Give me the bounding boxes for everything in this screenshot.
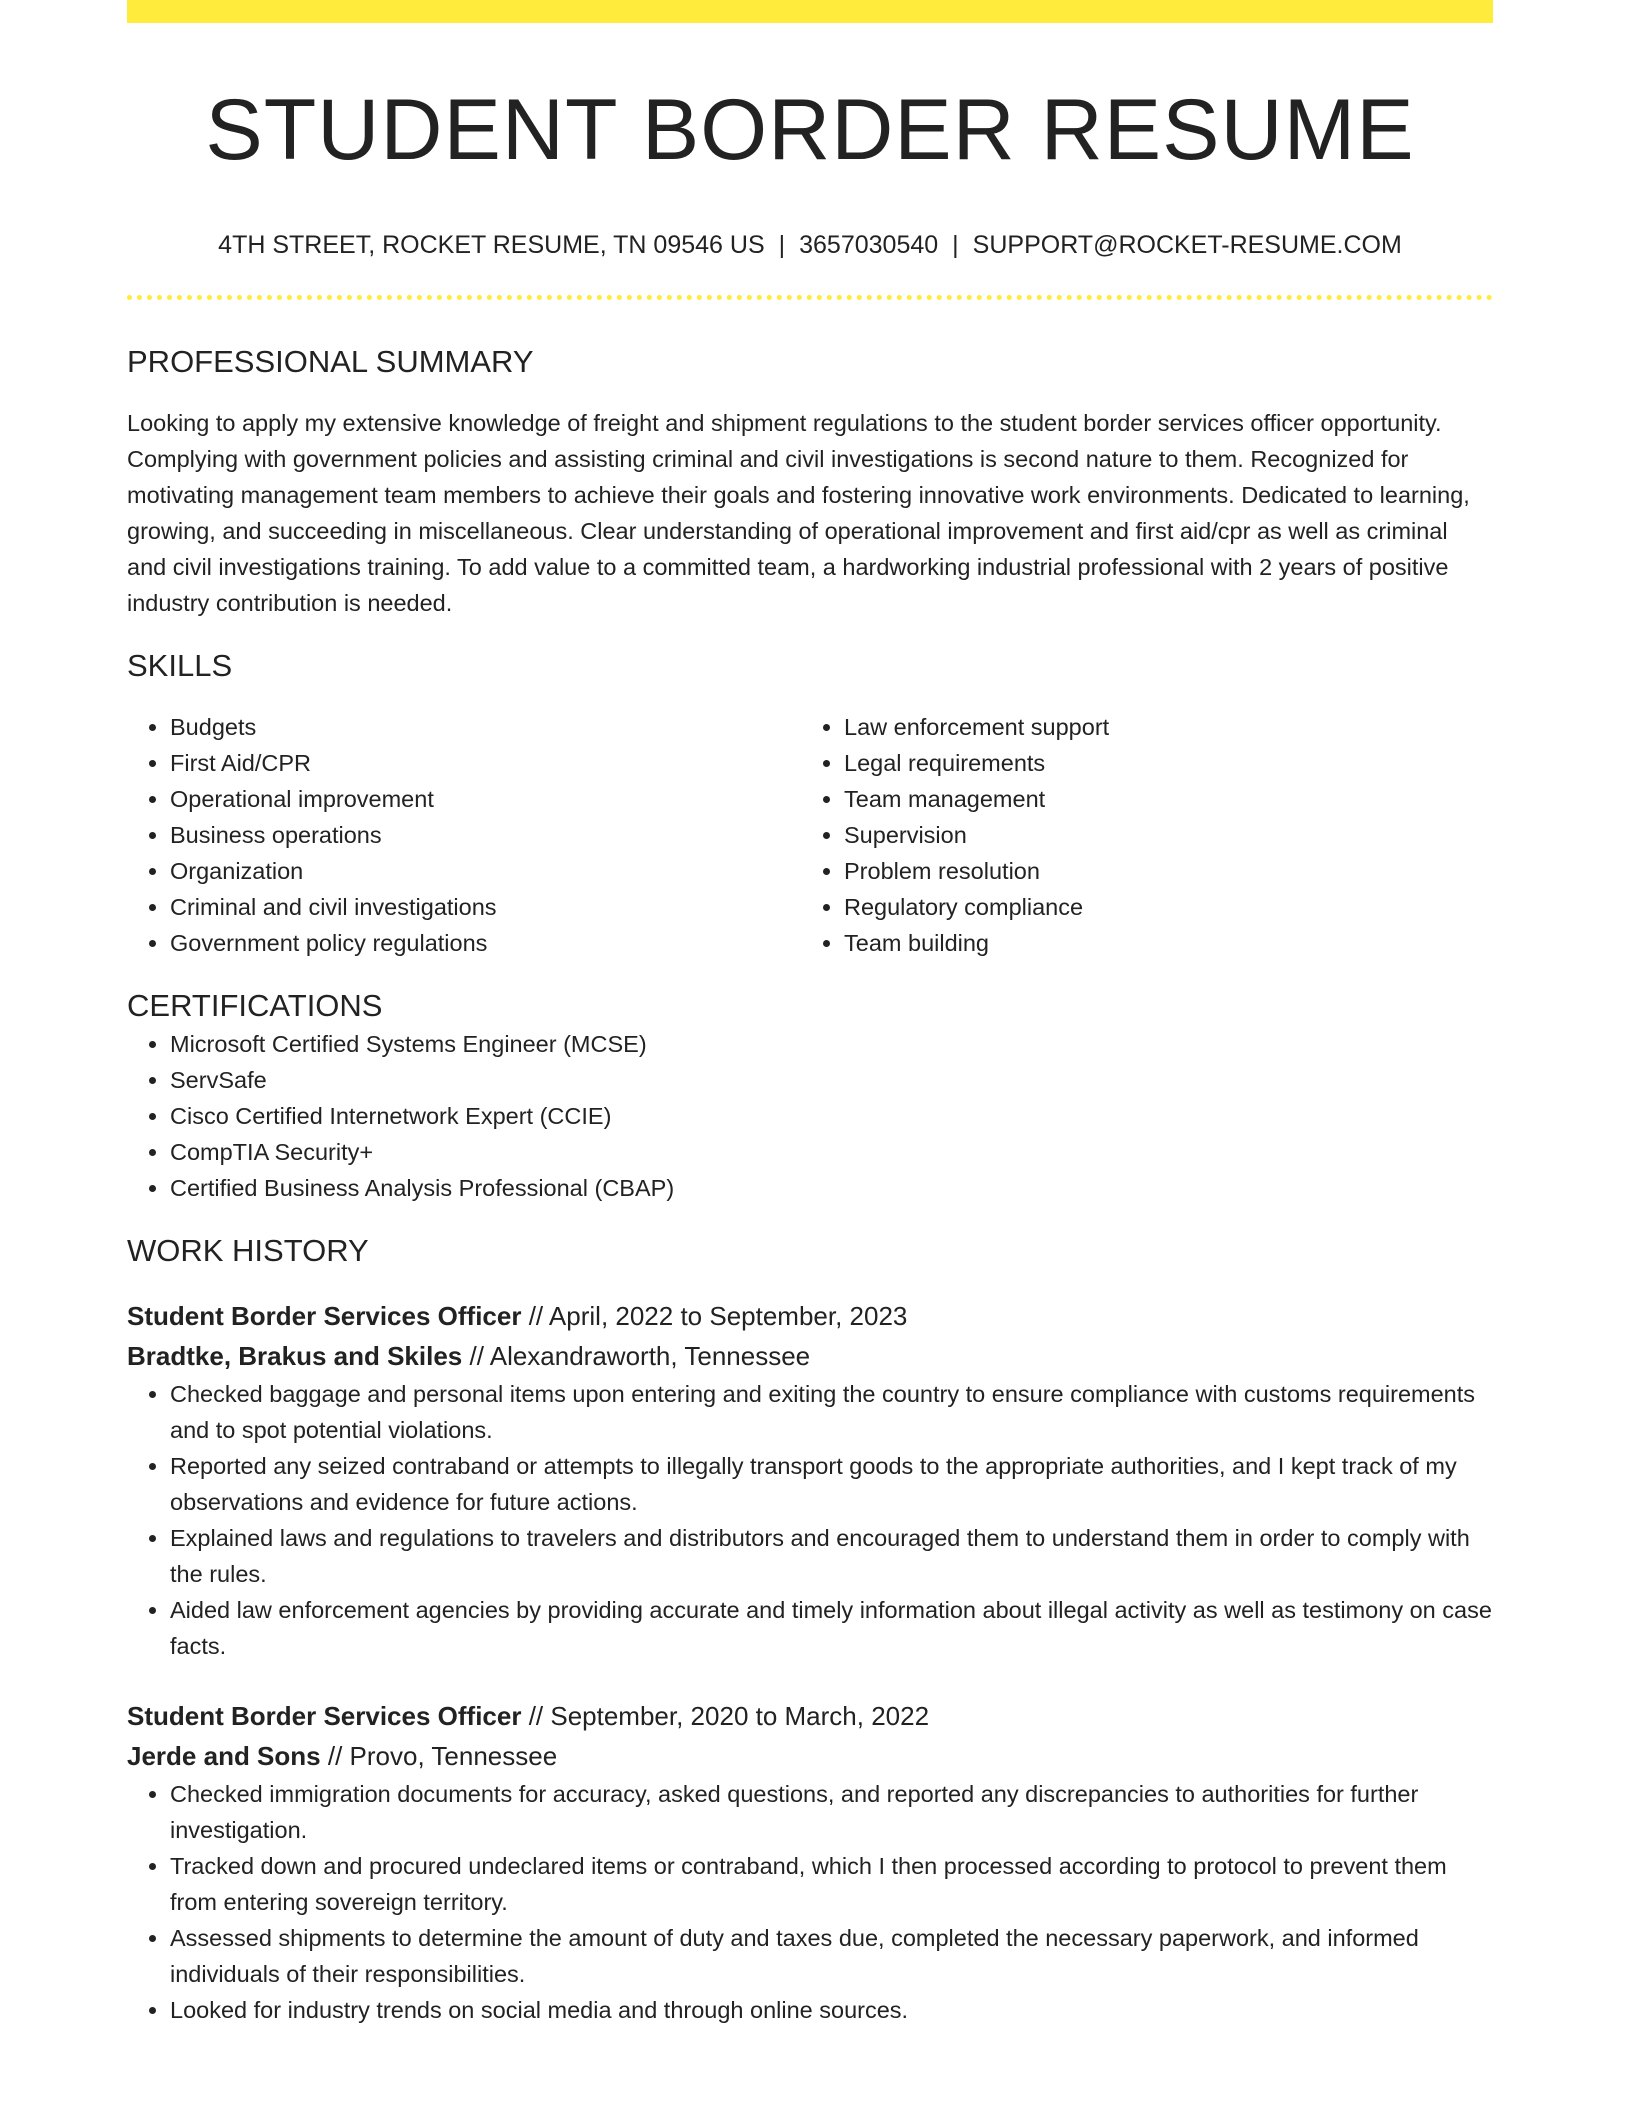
job-company-line	[127, 1336, 1493, 1376]
skill-item: • Budgets	[170, 709, 801, 745]
job-title-line	[127, 1296, 1493, 1336]
certification-item: • Microsoft Certified Systems Engineer (MCSE)	[170, 1026, 1493, 1062]
resume-content	[127, 0, 1493, 2028]
certifications-list	[127, 1026, 1493, 1206]
resume-name: STUDENT BORDER RESUME	[205, 82, 1415, 178]
contact-address: 4TH STREET, ROCKET RESUME, TN 09546 US	[218, 231, 765, 259]
skill-item: • Legal requirements	[844, 745, 1475, 781]
job-duty-item: • Checked baggage and personal items upon entering and exiting the country to ensure compliance with customs requirements and to spot potential violations.	[170, 1376, 1493, 1448]
skill-item: • Government policy regulations	[170, 925, 801, 961]
contact-separator: |	[952, 231, 959, 259]
job-dates: // September, 2020 to March, 2022	[521, 1701, 930, 1731]
job-duty-item: • Checked immigration documents for accuracy, asked questions, and reported any discrepancies to authorities for further investigation.	[170, 1776, 1493, 1848]
skill-item: • Business operations	[170, 817, 801, 853]
job-location: // Provo, Tennessee	[320, 1741, 558, 1771]
dotted-divider	[127, 295, 1493, 300]
job-duty-item: • Reported any seized contraband or attempts to illegally transport goods to the appropriate authorities, and I kept track of my observations and evidence for future actions.	[170, 1448, 1493, 1520]
skills-list-left	[127, 709, 801, 961]
skills-grid	[127, 709, 1493, 961]
skill-item: • Problem resolution	[844, 853, 1475, 889]
work-history-heading: WORK HISTORY	[127, 1233, 369, 1268]
job-dates: // April, 2022 to September, 2023	[521, 1301, 908, 1331]
job-entry	[127, 1696, 1493, 2028]
certifications-heading: CERTIFICATIONS	[127, 988, 383, 1023]
skill-item: • Supervision	[844, 817, 1475, 853]
job-title-line	[127, 1696, 1493, 1736]
job-duties-list	[127, 1776, 1493, 2028]
job-duty-item: • Assessed shipments to determine the amount of duty and taxes due, completed the necessary paperwork, and informed individuals of their responsibilities.	[170, 1920, 1493, 1992]
skill-item: • Operational improvement	[170, 781, 801, 817]
job-duty-item: • Looked for industry trends on social media and through online sources.	[170, 1992, 1493, 2028]
contact-separator: |	[778, 231, 786, 259]
job-duty-item: • Aided law enforcement agencies by providing accurate and timely information about illegal activity as well as testimony on case facts.	[170, 1592, 1493, 1664]
skills-heading: SKILLS	[127, 648, 233, 683]
job-duties-list	[127, 1376, 1493, 1664]
job-duty-item: • Tracked down and procured undeclared items or contraband, which I then processed according to protocol to prevent them from entering sovereign territory.	[170, 1848, 1493, 1920]
skill-item: • Criminal and civil investigations	[170, 889, 801, 925]
contact-phone: 3657030540	[799, 231, 939, 259]
certification-item: • Cisco Certified Internetwork Expert (CCIE)	[170, 1098, 1493, 1134]
skills-list-right	[801, 709, 1475, 961]
contact-line	[127, 229, 1493, 261]
skill-item: • First Aid/CPR	[170, 745, 801, 781]
contact-email: SUPPORT@ROCKET-RESUME.COM	[972, 231, 1402, 259]
job-title: Student Border Services Officer	[127, 1301, 522, 1331]
skill-item: • Organization	[170, 853, 801, 889]
job-company: Bradtke, Brakus and Skiles	[127, 1341, 463, 1371]
summary-text: Looking to apply my extensive knowledge of freight and shipment regulations to the student border services officer opportunity. Complying with government policies and assisting criminal and civil investigations is second nature to them. Recognized for motivating management team members to achieve their goals and fostering innovative work environments. Dedicated to learning, growing, and succeeding in miscellaneous. Clear understanding of operational improvement and first aid/cpr as well as criminal and civil investigations training. To add value to a committed team, a hardworking industrial professional with 2 years of positive industry contribution is needed.	[127, 410, 1470, 616]
skill-item: • Team building	[844, 925, 1475, 961]
skill-item: • Regulatory compliance	[844, 889, 1475, 925]
job-duty-item: • Explained laws and regulations to travelers and distributors and encouraged them to understand them in order to comply with the rules.	[170, 1520, 1493, 1592]
job-company-line	[127, 1736, 1493, 1776]
certification-item: • ServSafe	[170, 1062, 1493, 1098]
job-location: // Alexandraworth, Tennessee	[462, 1341, 811, 1371]
job-entry	[127, 1296, 1493, 1664]
certification-item: • CompTIA Security+	[170, 1134, 1493, 1170]
certification-item: • Certified Business Analysis Professional (CBAP)	[170, 1170, 1493, 1206]
skill-item: • Law enforcement support	[844, 709, 1475, 745]
summary-heading: PROFESSIONAL SUMMARY	[127, 344, 534, 379]
job-company: Jerde and Sons	[127, 1741, 321, 1771]
job-title: Student Border Services Officer	[127, 1701, 522, 1731]
skill-item: • Team management	[844, 781, 1475, 817]
